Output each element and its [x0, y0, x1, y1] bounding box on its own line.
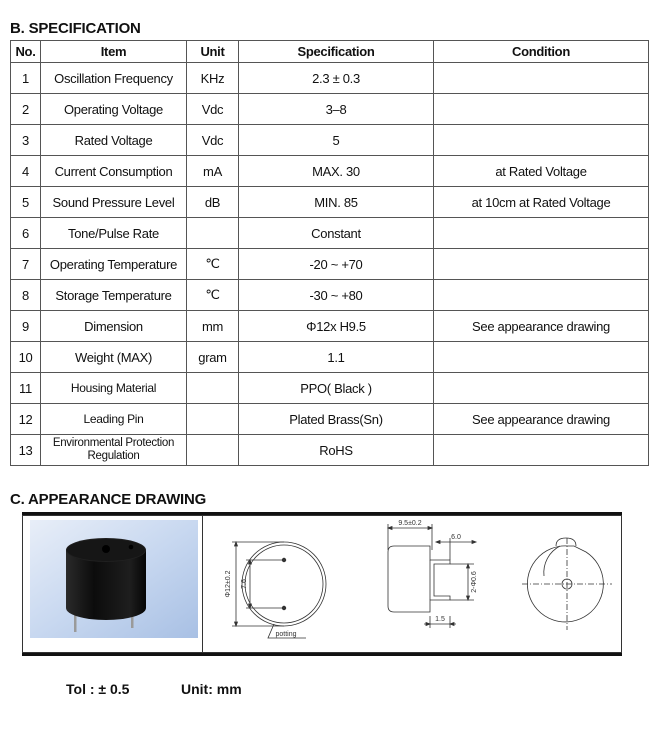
bottom-rule — [22, 653, 622, 656]
row-condition — [434, 373, 649, 404]
dim-pin-spacing-label: 7.6 — [241, 579, 248, 589]
row-condition — [434, 63, 649, 94]
table-row — [11, 249, 649, 280]
row-no: 3 — [11, 125, 41, 156]
row-unit: gram — [187, 342, 239, 373]
row-item: Sound Pressure Level — [41, 187, 187, 218]
table-header-row — [11, 41, 649, 63]
row-item: Housing Material — [41, 373, 187, 404]
row-spec: 5 — [239, 125, 434, 156]
table-row — [11, 94, 649, 125]
row-unit: ℃ — [187, 280, 239, 311]
row-condition — [434, 125, 649, 156]
row-unit: ℃ — [187, 249, 239, 280]
row-condition — [434, 218, 649, 249]
drawing-divider — [202, 515, 203, 653]
table-row — [11, 125, 649, 156]
row-no: 6 — [11, 218, 41, 249]
header-specification: Specification — [239, 41, 434, 63]
header-condition: Condition — [434, 41, 649, 63]
row-item: Current Consumption — [41, 156, 187, 187]
row-item: Weight (MAX) — [41, 342, 187, 373]
table-row — [11, 187, 649, 218]
row-spec: 3–8 — [239, 94, 434, 125]
table-row — [11, 435, 649, 466]
row-no: 5 — [11, 187, 41, 218]
section-title-specification: B. SPECIFICATION — [10, 20, 141, 37]
row-no: 1 — [11, 63, 41, 94]
specification-table — [10, 40, 649, 466]
header-unit: Unit — [187, 41, 239, 63]
table-row — [11, 218, 649, 249]
technical-drawing — [204, 516, 620, 652]
table-row — [11, 404, 649, 435]
buzzer-photo — [30, 520, 198, 638]
row-spec: 1.1 — [239, 342, 434, 373]
side-view — [388, 520, 478, 628]
row-condition: at Rated Voltage — [434, 156, 649, 187]
row-no: 10 — [11, 342, 41, 373]
table-row — [11, 373, 649, 404]
row-item: Environmental Protection Regulation — [41, 435, 187, 466]
header-item: Item — [41, 41, 187, 63]
front-view — [225, 542, 326, 638]
row-condition: See appearance drawing — [434, 404, 649, 435]
row-unit: Vdc — [187, 94, 239, 125]
row-unit — [187, 373, 239, 404]
row-unit: mm — [187, 311, 239, 342]
row-no: 4 — [11, 156, 41, 187]
table-row — [11, 280, 649, 311]
row-unit: mA — [187, 156, 239, 187]
table-row — [11, 63, 649, 94]
table-row — [11, 311, 649, 342]
unit-note: Unit: mm — [181, 681, 242, 697]
row-unit — [187, 404, 239, 435]
row-unit — [187, 218, 239, 249]
appearance-drawing-panel — [22, 512, 622, 656]
row-unit: Vdc — [187, 125, 239, 156]
row-condition — [434, 94, 649, 125]
row-spec: 2.3 ± 0.3 — [239, 63, 434, 94]
potting-label: potting — [275, 631, 297, 638]
row-no: 7 — [11, 249, 41, 280]
row-no: 11 — [11, 373, 41, 404]
dim-pin-offset-label: 1.5 — [435, 616, 445, 623]
row-condition — [434, 280, 649, 311]
row-no: 12 — [11, 404, 41, 435]
dim-height-label: 9.5±0.2 — [398, 520, 422, 527]
row-item: Operating Voltage — [41, 94, 187, 125]
row-condition — [434, 249, 649, 280]
row-spec: -30 ~ +80 — [239, 280, 434, 311]
section-title-appearance-drawing: C. APPEARANCE DRAWING — [10, 491, 207, 508]
row-condition: See appearance drawing — [434, 311, 649, 342]
top-view — [522, 538, 612, 630]
row-spec: RoHS — [239, 435, 434, 466]
row-no: 13 — [11, 435, 41, 466]
row-item: Rated Voltage — [41, 125, 187, 156]
row-spec: MAX. 30 — [239, 156, 434, 187]
row-unit: KHz — [187, 63, 239, 94]
row-spec: MIN. 85 — [239, 187, 434, 218]
row-item: Operating Temperature — [41, 249, 187, 280]
row-no: 2 — [11, 94, 41, 125]
row-condition — [434, 342, 649, 373]
dim-pin-length-label: 6.0 — [451, 534, 461, 541]
row-item: Tone/Pulse Rate — [41, 218, 187, 249]
row-spec: Φ12x H9.5 — [239, 311, 434, 342]
row-condition: at 10cm at Rated Voltage — [434, 187, 649, 218]
row-unit — [187, 435, 239, 466]
row-spec: Constant — [239, 218, 434, 249]
table-row — [11, 156, 649, 187]
row-condition — [434, 435, 649, 466]
row-no: 8 — [11, 280, 41, 311]
table-row — [11, 342, 649, 373]
row-spec: Plated Brass(Sn) — [239, 404, 434, 435]
row-item: Leading Pin — [41, 404, 187, 435]
dim-diameter-label: Φ12±0.2 — [225, 570, 232, 598]
row-spec: PPO( Black ) — [239, 373, 434, 404]
row-item: Storage Temperature — [41, 280, 187, 311]
row-item: Dimension — [41, 311, 187, 342]
row-no: 9 — [11, 311, 41, 342]
header-no: No. — [11, 41, 41, 63]
row-item: Oscillation Frequency — [41, 63, 187, 94]
tolerance-note: Tol : ± 0.5 — [66, 681, 130, 697]
dim-pin-pitch-label: 2-Φ0.6 — [471, 571, 478, 593]
row-unit: dB — [187, 187, 239, 218]
row-spec: -20 ~ +70 — [239, 249, 434, 280]
